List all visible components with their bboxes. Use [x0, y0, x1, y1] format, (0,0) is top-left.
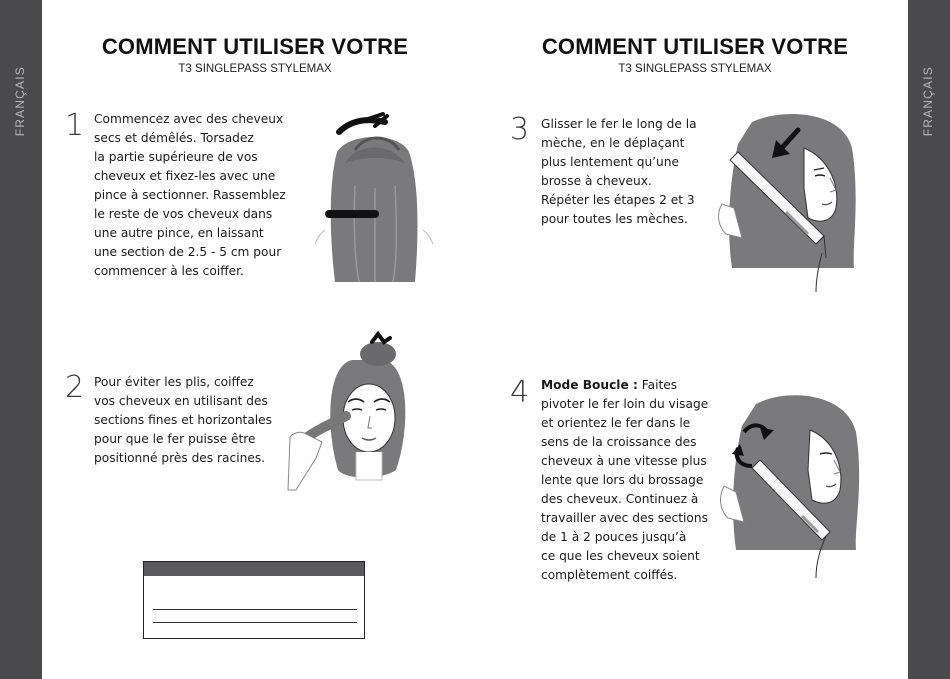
step-number-3: 3: [510, 112, 530, 147]
step-2-text: [94, 373, 272, 468]
page-subtitle-right: T3 SINGLEPASS STYLEMAX: [618, 63, 772, 75]
step-text-line: plus lentement qu’une: [541, 155, 679, 169]
step-number-1: 1: [65, 108, 85, 143]
step-text-line: mèche, en le déplaçant: [541, 136, 685, 150]
step-text-line: sens de la croissance des: [541, 435, 697, 449]
step-text-line: ce que les cheveux soient: [541, 549, 700, 563]
step-4-illustration: [716, 388, 866, 580]
step-number-4: 4: [510, 375, 530, 410]
step-text-line: commencer à les coiffer.: [94, 264, 244, 278]
page-title-left: COMMENT UTILISER VOTRE: [101, 34, 409, 59]
step-text-line: et orientez le fer dans le: [541, 416, 691, 430]
step-text-line: brosse à cheveux.: [541, 174, 652, 188]
step-text-line: pince à sectionner. Rassemblez: [94, 188, 286, 202]
step-text-line: pour que le fer puisse être: [94, 432, 256, 446]
language-label-left: FRANÇAIS: [13, 66, 27, 137]
step-1-illustration: [315, 112, 435, 284]
step-text-line: complètement coiffés.: [541, 568, 678, 582]
right-side-bar: [908, 0, 950, 679]
step-text-line: une autre pince, en laissant: [94, 226, 264, 240]
step-text-line: travailler avec des sections: [541, 511, 708, 525]
step-text-line: pour toutes les mèches.: [541, 212, 688, 226]
notes-line-2: [153, 622, 357, 623]
step-number-2: 2: [65, 370, 85, 405]
step-text-line: cheveux et fixez-les avec une: [94, 169, 276, 183]
step-text-line: positionné près des racines.: [94, 451, 266, 465]
step-text-line: la partie supérieure de vos: [94, 150, 258, 164]
step-text-line: Pour éviter les plis, coiffez: [94, 375, 254, 389]
step-text-line: Répéter les étapes 2 et 3: [541, 193, 695, 207]
step-text-line: cheveux à une vitesse plus: [541, 454, 707, 468]
step-2-illustration: [286, 330, 426, 495]
notes-box-header: [144, 562, 364, 576]
section-clip-icon: [339, 114, 387, 132]
notes-line-1: [153, 609, 357, 610]
mode-label: Mode Boucle :: [541, 378, 638, 392]
step-text-line: pivoter le fer loin du visage: [541, 397, 709, 411]
mode-label-rest: Faites: [637, 378, 678, 392]
step-text-line: vos cheveux en utilisant des: [94, 394, 268, 408]
step-3-text: [541, 115, 697, 229]
step-text-line: secs et démêlés. Torsadez: [94, 131, 254, 145]
left-side-bar: [0, 0, 42, 679]
step-1-text: [94, 110, 286, 281]
notes-box: [143, 561, 365, 639]
step-text-line: sections fines et horizontales: [94, 413, 273, 427]
step-3-illustration: [712, 108, 862, 294]
step-text-line: de 1 à 2 pouces jusqu’à: [541, 530, 687, 544]
step-text-line: lente que lors du brossage: [541, 473, 704, 487]
step-4-text: [541, 376, 708, 585]
step-text-line: le reste de vos cheveux dans: [94, 207, 273, 221]
step-text-line: une section de 2.5 - 5 cm pour: [94, 245, 282, 259]
step-text-line: Commencez avec des cheveux: [94, 112, 284, 126]
step-text-line: des cheveux. Continuez à: [541, 492, 699, 506]
language-label-right: FRANÇAIS: [921, 66, 935, 137]
step-text-line: [541, 376, 708, 395]
hair-tie-icon: [325, 210, 379, 218]
step-text-line: Glisser le fer le long de la: [541, 117, 697, 131]
page-title-right: COMMENT UTILISER VOTRE: [541, 34, 849, 59]
page-subtitle-left: T3 SINGLEPASS STYLEMAX: [178, 63, 332, 75]
